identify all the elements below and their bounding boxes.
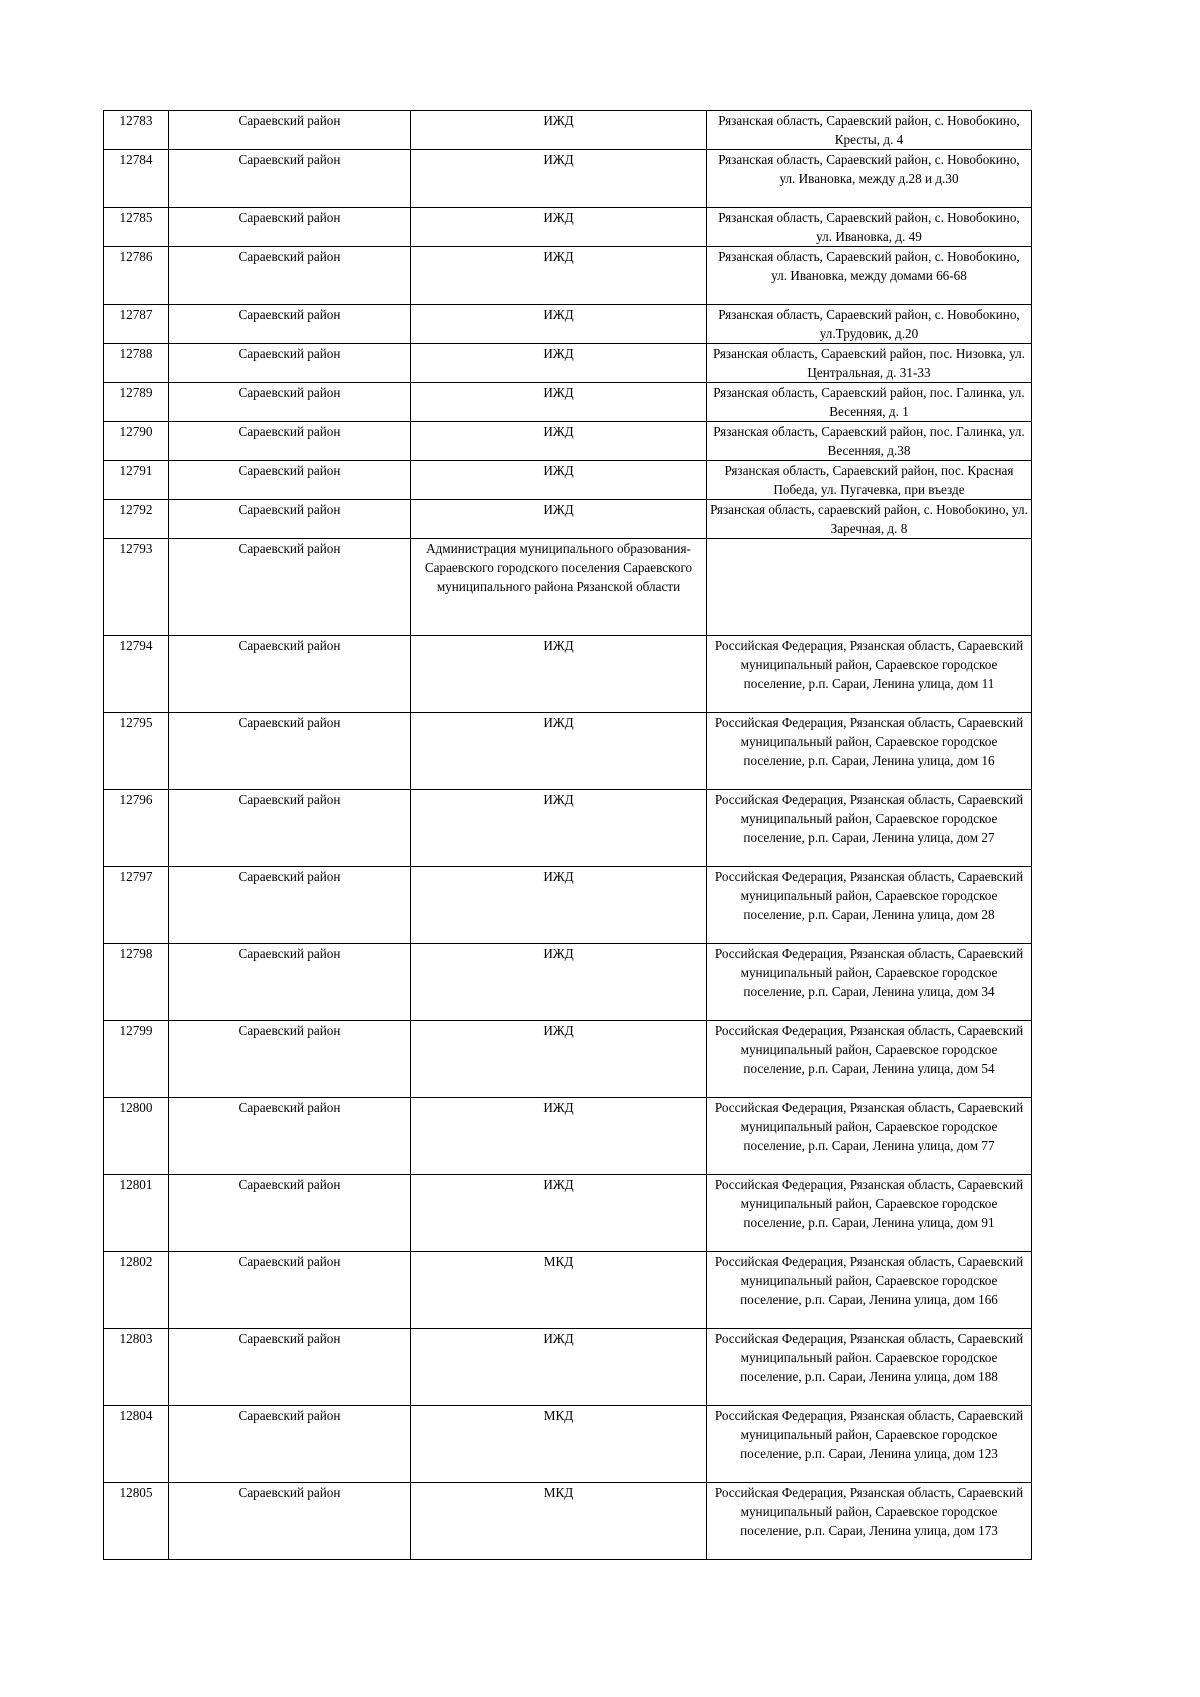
row-district: Сараевский район bbox=[238, 152, 341, 167]
row-address: Рязанская область, Сараевский район, пос. Галинка, ул. Весенняя, д.38 bbox=[713, 424, 1025, 458]
table-row bbox=[104, 461, 1032, 500]
row-object-type: ИЖД bbox=[543, 346, 574, 361]
row-address: Рязанская область, Сараевский район, с. Новобокино, ул. Ивановка, между домами 66-68 bbox=[718, 249, 1020, 283]
row-district-cell bbox=[169, 208, 411, 247]
row-number-cell bbox=[104, 150, 169, 208]
row-district-cell bbox=[169, 1483, 411, 1560]
row-address-cell bbox=[707, 422, 1032, 461]
row-address-cell bbox=[707, 636, 1032, 713]
table-row bbox=[104, 500, 1032, 539]
row-district: Сараевский район bbox=[238, 385, 341, 400]
row-district-cell bbox=[169, 867, 411, 944]
row-district: Сараевский район bbox=[238, 1023, 341, 1038]
row-address-cell bbox=[707, 208, 1032, 247]
row-object-type: ИЖД bbox=[543, 502, 574, 517]
row-number-cell bbox=[104, 944, 169, 1021]
row-address-cell bbox=[707, 383, 1032, 422]
row-number-cell bbox=[104, 539, 169, 636]
row-number: 12804 bbox=[119, 1408, 153, 1423]
row-address: Рязанская область, сараевский район, с. Новобокино, ул. Заречная, д. 8 bbox=[710, 502, 1028, 536]
table-row bbox=[104, 1021, 1032, 1098]
row-address: Российская Федерация, Рязанская область, Сараевский муниципальный район, Сараевское городское поселение, р.п. Сараи, Ленина улица, дом 16 bbox=[714, 715, 1024, 768]
row-address-cell bbox=[707, 1483, 1032, 1560]
row-number-cell bbox=[104, 344, 169, 383]
table-row bbox=[104, 344, 1032, 383]
table-row bbox=[104, 1406, 1032, 1483]
row-district: Сараевский район bbox=[238, 1254, 341, 1269]
row-district: Сараевский район bbox=[238, 463, 341, 478]
row-address: Российская Федерация, Рязанская область, Сараевский муниципальный район, Сараевское городское поселение, р.п. Сараи, Ленина улица, дом 28 bbox=[714, 869, 1024, 922]
row-district: Сараевский район bbox=[238, 113, 341, 128]
row-district: Сараевский район bbox=[238, 541, 341, 556]
table-row bbox=[104, 1329, 1032, 1406]
row-district-cell bbox=[169, 1406, 411, 1483]
table-row bbox=[104, 713, 1032, 790]
row-district: Сараевский район bbox=[238, 638, 341, 653]
row-district-cell bbox=[169, 539, 411, 636]
row-number-cell bbox=[104, 1252, 169, 1329]
row-object-type: ИЖД bbox=[543, 249, 574, 264]
row-object-type: ИЖД bbox=[543, 307, 574, 322]
row-object-type: ИЖД bbox=[543, 715, 574, 730]
row-object-type-cell bbox=[411, 344, 707, 383]
row-object-type: ИЖД bbox=[543, 946, 574, 961]
row-object-type: ИЖД bbox=[543, 152, 574, 167]
table-row bbox=[104, 636, 1032, 713]
row-object-type-cell bbox=[411, 1329, 707, 1406]
row-address: Рязанская область, Сараевский район, с. Новобокино, ул. Ивановка, между д.28 и д.30 bbox=[718, 152, 1020, 186]
row-address-cell bbox=[707, 867, 1032, 944]
row-object-type-cell bbox=[411, 713, 707, 790]
row-object-type: Администрация муниципального образования-Сараевского городского поселения Сараевского муниципального района Рязанской области bbox=[424, 541, 693, 594]
table-row bbox=[104, 208, 1032, 247]
row-object-type: ИЖД bbox=[543, 1331, 574, 1346]
row-number-cell bbox=[104, 790, 169, 867]
row-district: Сараевский район bbox=[238, 715, 341, 730]
row-number-cell bbox=[104, 247, 169, 305]
table-row bbox=[104, 305, 1032, 344]
row-number: 12794 bbox=[119, 638, 153, 653]
row-address-cell bbox=[707, 344, 1032, 383]
table-row bbox=[104, 422, 1032, 461]
row-object-type-cell bbox=[411, 500, 707, 539]
row-address-cell bbox=[707, 1329, 1032, 1406]
row-address: Российская Федерация, Рязанская область, Сараевский муниципальный район, Сараевское городское поселение, р.п. Сараи, Ленина улица, дом 11 bbox=[714, 638, 1024, 691]
row-object-type-cell bbox=[411, 944, 707, 1021]
row-object-type: ИЖД bbox=[543, 638, 574, 653]
table-row bbox=[104, 790, 1032, 867]
table-row bbox=[104, 247, 1032, 305]
row-object-type-cell bbox=[411, 1175, 707, 1252]
row-number-cell bbox=[104, 1098, 169, 1175]
row-object-type-cell bbox=[411, 111, 707, 150]
row-address-cell bbox=[707, 1098, 1032, 1175]
row-object-type-cell bbox=[411, 790, 707, 867]
row-number: 12788 bbox=[119, 346, 153, 361]
row-number: 12786 bbox=[119, 249, 153, 264]
row-number: 12785 bbox=[119, 210, 153, 225]
row-object-type-cell bbox=[411, 422, 707, 461]
row-district-cell bbox=[169, 461, 411, 500]
row-object-type-cell bbox=[411, 247, 707, 305]
row-object-type-cell bbox=[411, 1021, 707, 1098]
row-number-cell bbox=[104, 1329, 169, 1406]
row-number-cell bbox=[104, 305, 169, 344]
row-address-cell bbox=[707, 247, 1032, 305]
row-object-type-cell bbox=[411, 461, 707, 500]
row-number: 12783 bbox=[119, 113, 153, 128]
row-district: Сараевский район bbox=[238, 1177, 341, 1192]
row-district-cell bbox=[169, 790, 411, 867]
row-number-cell bbox=[104, 461, 169, 500]
row-address-cell bbox=[707, 150, 1032, 208]
row-number: 12796 bbox=[119, 792, 153, 807]
row-district: Сараевский район bbox=[238, 210, 341, 225]
row-address-cell bbox=[707, 111, 1032, 150]
row-object-type-cell bbox=[411, 539, 707, 636]
row-address: Рязанская область, Сараевский район, с. Новобокино, ул. Ивановка, д. 49 bbox=[718, 210, 1020, 244]
row-object-type: ИЖД bbox=[543, 792, 574, 807]
row-number: 12798 bbox=[119, 946, 153, 961]
row-number: 12795 bbox=[119, 715, 153, 730]
row-district: Сараевский район bbox=[238, 346, 341, 361]
row-object-type: МКД bbox=[543, 1408, 574, 1423]
row-number-cell bbox=[104, 713, 169, 790]
table-row bbox=[104, 867, 1032, 944]
row-address-cell bbox=[707, 305, 1032, 344]
row-address: Российская Федерация, Рязанская область, Сараевский муниципальный район. Сараевское городское поселение, р.п. Сараи, Ленина улица, дом 188 bbox=[714, 1331, 1024, 1384]
row-number-cell bbox=[104, 500, 169, 539]
row-address: Российская Федерация, Рязанская область, Сараевский муниципальный район, Сараевское городское поселение, р.п. Сараи, Ленина улица, дом 27 bbox=[714, 792, 1024, 845]
row-address: Российская Федерация, Рязанская область, Сараевский муниципальный район, Сараевское городское поселение, р.п. Сараи, Ленина улица, дом 54 bbox=[714, 1023, 1024, 1076]
row-number: 12787 bbox=[119, 307, 153, 322]
row-district: Сараевский район bbox=[238, 1485, 341, 1500]
row-number-cell bbox=[104, 422, 169, 461]
row-object-type-cell bbox=[411, 208, 707, 247]
row-address: Рязанская область, Сараевский район, с. Новобокино, ул.Трудовик, д.20 bbox=[718, 307, 1020, 341]
row-object-type: ИЖД bbox=[543, 1023, 574, 1038]
row-address-cell bbox=[707, 944, 1032, 1021]
row-number-cell bbox=[104, 111, 169, 150]
row-address-cell bbox=[707, 1021, 1032, 1098]
row-object-type: МКД bbox=[543, 1485, 574, 1500]
row-number-cell bbox=[104, 1483, 169, 1560]
row-address-cell bbox=[707, 790, 1032, 867]
row-number: 12803 bbox=[119, 1331, 153, 1346]
row-object-type-cell bbox=[411, 1252, 707, 1329]
row-number: 12800 bbox=[119, 1100, 153, 1115]
row-address: Российская Федерация, Рязанская область, Сараевский муниципальный район, Сараевское городское поселение, р.п. Сараи, Ленина улица, дом 77 bbox=[714, 1100, 1024, 1153]
row-number: 12802 bbox=[119, 1254, 153, 1269]
row-object-type: ИЖД bbox=[543, 385, 574, 400]
row-address: Рязанская область, Сараевский район, пос. Низовка, ул. Центральная, д. 31-33 bbox=[713, 346, 1025, 380]
row-district: Сараевский район bbox=[238, 792, 341, 807]
row-number-cell bbox=[104, 208, 169, 247]
table-row bbox=[104, 383, 1032, 422]
table-row bbox=[104, 1252, 1032, 1329]
table-row bbox=[104, 1098, 1032, 1175]
row-number: 12801 bbox=[119, 1177, 153, 1192]
registry-table bbox=[103, 110, 1032, 1560]
row-number: 12784 bbox=[119, 152, 153, 167]
row-number: 12793 bbox=[119, 541, 153, 556]
table-row bbox=[104, 944, 1032, 1021]
row-district-cell bbox=[169, 500, 411, 539]
row-address: Рязанская область, Сараевский район, с. Новобокино, Кресты, д. 4 bbox=[718, 113, 1020, 147]
row-address-cell bbox=[707, 500, 1032, 539]
row-district-cell bbox=[169, 344, 411, 383]
row-district: Сараевский район bbox=[238, 249, 341, 264]
row-object-type-cell bbox=[411, 1483, 707, 1560]
row-object-type-cell bbox=[411, 305, 707, 344]
row-district-cell bbox=[169, 111, 411, 150]
row-address: Российская Федерация, Рязанская область, Сараевский муниципальный район, Сараевское городское поселение, р.п. Сараи, Ленина улица, дом 91 bbox=[714, 1177, 1024, 1230]
row-object-type-cell bbox=[411, 150, 707, 208]
row-address-cell bbox=[707, 1175, 1032, 1252]
row-district-cell bbox=[169, 422, 411, 461]
row-district: Сараевский район bbox=[238, 1331, 341, 1346]
row-district: Сараевский район bbox=[238, 502, 341, 517]
row-number-cell bbox=[104, 1406, 169, 1483]
row-object-type: ИЖД bbox=[543, 210, 574, 225]
table-row bbox=[104, 150, 1032, 208]
row-district: Сараевский район bbox=[238, 1100, 341, 1115]
row-object-type: ИЖД bbox=[543, 463, 574, 478]
row-address-cell bbox=[707, 461, 1032, 500]
row-address: Рязанская область, Сараевский район, пос. Красная Победа, ул. Пугачевка, при въезде bbox=[724, 463, 1014, 497]
registry-table-body bbox=[104, 111, 1032, 1560]
row-district-cell bbox=[169, 944, 411, 1021]
row-number-cell bbox=[104, 1021, 169, 1098]
row-number: 12797 bbox=[119, 869, 153, 884]
row-number-cell bbox=[104, 1175, 169, 1252]
row-address: Российская Федерация, Рязанская область, Сараевский муниципальный район, Сараевское городское поселение, р.п. Сараи, Ленина улица, дом 173 bbox=[714, 1485, 1024, 1538]
row-address: Российская Федерация, Рязанская область, Сараевский муниципальный район, Сараевское городское поселение, р.п. Сараи, Ленина улица, дом 123 bbox=[714, 1408, 1024, 1461]
row-district: Сараевский район bbox=[238, 307, 341, 322]
row-district: Сараевский район bbox=[238, 946, 341, 961]
row-district-cell bbox=[169, 1175, 411, 1252]
row-number-cell bbox=[104, 636, 169, 713]
row-object-type-cell bbox=[411, 383, 707, 422]
row-address-cell bbox=[707, 713, 1032, 790]
row-object-type: МКД bbox=[543, 1254, 574, 1269]
row-number: 12789 bbox=[119, 385, 153, 400]
row-object-type-cell bbox=[411, 1406, 707, 1483]
row-object-type: ИЖД bbox=[543, 113, 574, 128]
row-number: 12792 bbox=[119, 502, 153, 517]
row-object-type-cell bbox=[411, 636, 707, 713]
row-number-cell bbox=[104, 383, 169, 422]
table-row bbox=[104, 111, 1032, 150]
row-number: 12790 bbox=[119, 424, 153, 439]
row-district-cell bbox=[169, 1329, 411, 1406]
row-district-cell bbox=[169, 150, 411, 208]
row-address-cell bbox=[707, 539, 1032, 636]
row-number: 12791 bbox=[119, 463, 153, 478]
row-district-cell bbox=[169, 1021, 411, 1098]
row-number: 12799 bbox=[119, 1023, 153, 1038]
row-number-cell bbox=[104, 867, 169, 944]
row-object-type-cell bbox=[411, 867, 707, 944]
row-district-cell bbox=[169, 636, 411, 713]
row-object-type: ИЖД bbox=[543, 869, 574, 884]
row-object-type-cell bbox=[411, 1098, 707, 1175]
row-district-cell bbox=[169, 305, 411, 344]
table-row bbox=[104, 539, 1032, 636]
row-object-type: ИЖД bbox=[543, 424, 574, 439]
row-address: Российская Федерация, Рязанская область, Сараевский муниципальный район, Сараевское городское поселение, р.п. Сараи, Ленина улица, дом 34 bbox=[714, 946, 1024, 999]
row-address: Рязанская область, Сараевский район, пос. Галинка, ул. Весенняя, д. 1 bbox=[713, 385, 1025, 419]
row-object-type: ИЖД bbox=[543, 1177, 574, 1192]
row-district: Сараевский район bbox=[238, 869, 341, 884]
row-object-type: ИЖД bbox=[543, 1100, 574, 1115]
table-row bbox=[104, 1175, 1032, 1252]
row-district: Сараевский район bbox=[238, 424, 341, 439]
row-district-cell bbox=[169, 1098, 411, 1175]
row-number: 12805 bbox=[119, 1485, 153, 1500]
row-district-cell bbox=[169, 1252, 411, 1329]
table-row bbox=[104, 1483, 1032, 1560]
row-district-cell bbox=[169, 713, 411, 790]
row-address-cell bbox=[707, 1406, 1032, 1483]
row-district: Сараевский район bbox=[238, 1408, 341, 1423]
row-district-cell bbox=[169, 383, 411, 422]
row-address-cell bbox=[707, 1252, 1032, 1329]
row-address: Российская Федерация, Рязанская область, Сараевский муниципальный район, Сараевское городское поселение, р.п. Сараи, Ленина улица, дом 166 bbox=[714, 1254, 1024, 1307]
row-district-cell bbox=[169, 247, 411, 305]
